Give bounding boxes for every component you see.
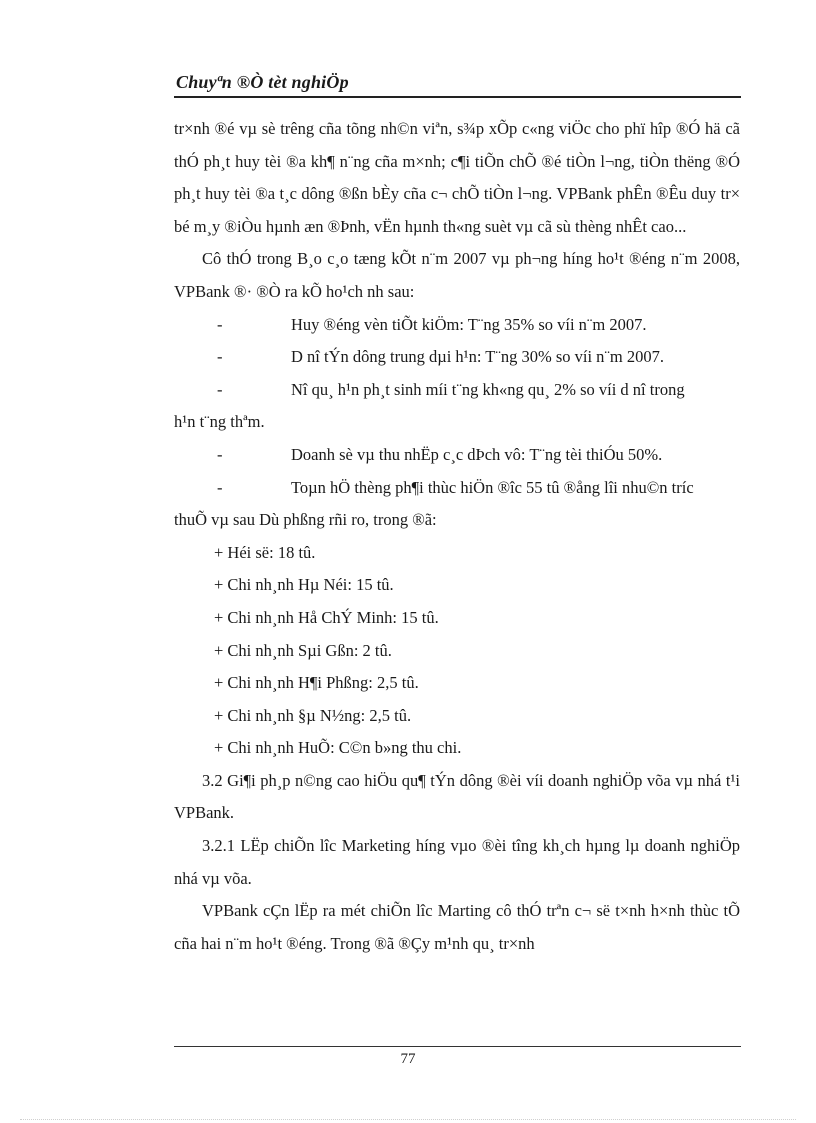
target-item — [174, 309, 740, 342]
page-number: 77 — [400, 1051, 416, 1067]
branch-item: + Chi nh¸nh HuÕ: C©n b»ng thu chi. — [214, 738, 462, 758]
paragraph-4: VPBank cÇn lËp ra mét chiÕn lîc Marting cô thÓ trªn c¬ së t×nh h×nh thùc tÕ cña hai n¨m ho¹t ®éng. Trong ®ã ®Çy m¹nh qu¸ tr×nh — [174, 901, 740, 953]
header-divider — [174, 96, 741, 98]
paragraph-3: thuÕ vµ sau Dù phßng rñi ro, trong ®ã: — [174, 510, 437, 530]
branch-item: + Chi nh¸nh Hµ Néi: 15 tû. — [214, 575, 394, 595]
branch-item: + Chi nh¸nh §µ N½ng: 2,5 tû. — [214, 705, 412, 725]
target-item-text: D nî tÝn dông trung dµi h¹n: T¨ng 30% so víi n¨m 2007. — [291, 347, 665, 367]
dash-marker: - — [217, 347, 223, 367]
paragraph-1: tr×nh ®é vµ sè trêng cña tõng nh©n viªn, s¾p xÕp c«ng viÖc cho phï hîp ®Ó hä cã thÓ ph¸t huy tèi ®a kh¶ n¨ng cña m×nh; c¶i tiÕn chÕ ®é tiÒn l¬ng, tiÒn thëng ®Ó ph¸t huy tèi ®a t¸c dông ®ßn bÈy cña c¬ chÕ tiÒn l¬ng. VPBank phÊn ®Êu duy tr× bé m¸y ®iÒu hµnh æn ®Þnh, vËn hµnh th«ng suèt vµ cã sù thèng nhÊt cao... — [174, 119, 740, 236]
target-item-continuation: h¹n t¨ng thªm. — [174, 412, 265, 432]
branch-item: + Chi nh¸nh Sµi Gßn: 2 tû. — [214, 640, 392, 660]
body-text — [174, 113, 740, 960]
target-item — [174, 472, 740, 505]
target-item-text: Huy ®éng vèn tiÕt kiÖm: T¨ng 35% so víi n¨m 2007. — [291, 314, 647, 334]
dash-marker: - — [217, 477, 223, 497]
branch-item: + Chi nh¸nh Hå ChÝ Minh: 15 tû. — [214, 607, 439, 627]
target-item — [174, 374, 740, 407]
target-item-text: Nî qu¸ h¹n ph¸t sinh míi t¨ng kh«ng qu¸ 2% so víi d nî trong — [291, 379, 685, 399]
branch-item: + Chi nh¸nh H¶i Phßng: 2,5 tû. — [214, 673, 419, 693]
target-item-text: Toµn hÖ thèng ph¶i thùc hiÖn ®îc 55 tû ®ång lîi nhu©n tríc — [291, 477, 694, 497]
dash-marker: - — [217, 444, 223, 464]
target-item — [174, 341, 740, 374]
dash-marker: - — [217, 314, 223, 334]
footer-divider — [174, 1046, 741, 1047]
page-bottom-dotted-line — [20, 1119, 796, 1120]
target-item-text: Doanh sè vµ thu nhËp c¸c dÞch vô: T¨ng tèi thiÓu 50%. — [291, 444, 663, 464]
branch-item: + Héi së: 18 tû. — [214, 542, 316, 562]
paragraph-2: Cô thÓ trong B¸o c¸o tæng kÕt n¨m 2007 vµ ph¬ng híng ho¹t ®éng n¨m 2008, VPBank ®· ®Ò ra kÕ ho¹ch nh sau: — [174, 249, 740, 301]
dash-marker: - — [217, 379, 223, 399]
running-header-title: Chuyªn ®Ò tèt nghiÖp — [176, 72, 349, 92]
section-heading-3-2-1: 3.2.1 LËp chiÕn lîc Marketing híng vµo ®èi tîng kh¸ch hµng lµ doanh nghiÖp nhá vµ võa. — [174, 836, 740, 888]
section-heading-3-2: 3.2 Gi¶i ph¸p n©ng cao hiÖu qu¶ tÝn dông ®èi víi doanh nghiÖp võa vµ nhá t¹i VPBank. — [174, 770, 740, 823]
target-item — [174, 439, 740, 472]
